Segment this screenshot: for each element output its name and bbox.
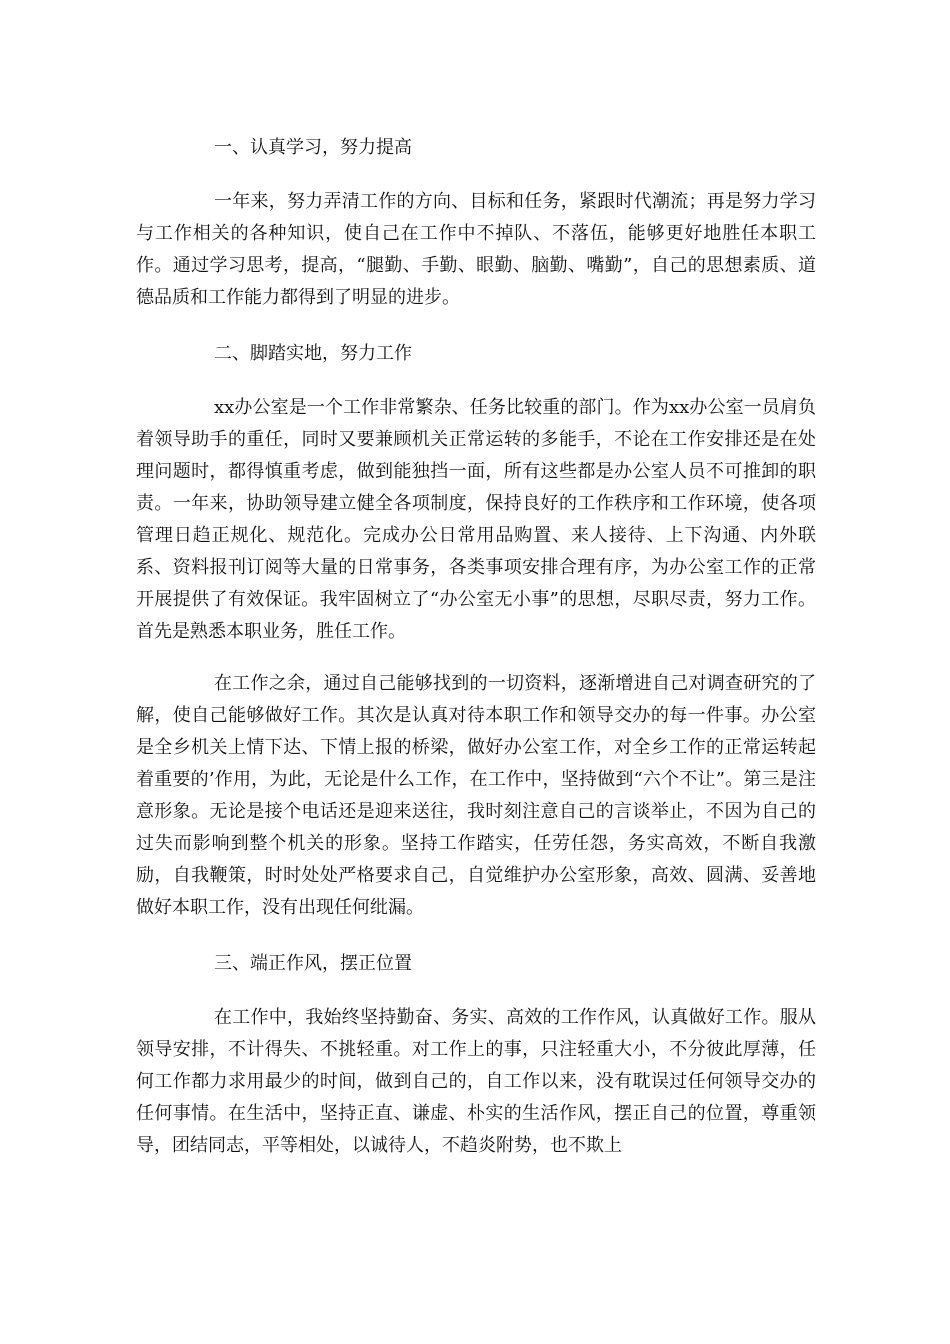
section-2-paragraph-2: 在工作之余，通过自己能够找到的一切资料，逐渐增进自己对调查研究的了解，使自己能够做好工作。其次是认真对待本职工作和领导交办的每一件事。办公室是全乡机关上情下达、下情上报的桥梁，做好办公室工作，对全乡工作的正常运转起着重要的’作用，为此，无论是什么工作，在工作中，坚持做到“六个不让”。第三是注意形象。无论是接个电话还是迎来送往，我时刻注意自己的言谈举止，不因为自己的过失而影响到整个机关的形象。坚持工作踏实，任劳任怨，务实高效，不断自我激励，自我鞭策，时时处处严格要求自己，自觉维护办公室形象，高效、圆满、妥善地做好本职工作，没有出现任何纰漏。 <box>136 673 816 918</box>
section-1-paragraph-1: 一年来，努力弄清工作的方向、目标和任务，紧跟时代潮流；再是努力学习与工作相关的各种知识，使自己在工作中不掉队、不落伍，能够更好地胜任本职工作。通过学习思考，提高，“腿勤、手勤、眼勤、脑勤、嘴勤”，自己的思想素质、道德品质和工作能力都得到了明显的进步。 <box>136 191 816 308</box>
section-2-paragraph-1: xx办公室是一个工作非常繁杂、任务比较重的部门。作为xx办公室一员肩负着领导助手的重任，同时又要兼顾机关正常运转的多能手，不论在工作安排还是在处理问题时，都得慎重考虑，做到能独挡一面，所有这些都是办公室人员不可推卸的职责。一年来，协助领导建立健全各项制度，保持良好的工作秩序和工作环境，使各项管理日趋正规化、规范化。完成办公日常用品购置、来人接待、上下沟通、内外联系、资料报刊订阅等大量的日常事务，各类事项安排合理有序，为办公室工作的正常开展提供了有效保证。我牢固树立了“办公室无小事”的思想，尽职尽责，努力工作。首先是熟悉本职业务，胜任工作。 <box>136 397 816 642</box>
section-heading-1: 一、认真学习，努力提高 <box>214 137 412 158</box>
section-heading-3: 三、端正作风，摆正位置 <box>214 953 412 974</box>
section-3-paragraph-1: 在工作中，我始终坚持勤奋、务实、高效的工作作风，认真做好工作。服从领导安排，不计得失、不挑轻重。对工作上的事，只注轻重大小，不分彼此厚薄，任何工作都力求用最少的时间，做到自己的，自工作以来，没有耽误过任何领导交办的任何事情。在生活中，坚持正直、谦虚、朴实的生活作风，摆正自己的位置，尊重领导，团结同志，平等相处，以诚待人，不趋炎附势，也不欺上 <box>136 1007 816 1156</box>
section-heading-2: 二、脚踏实地，努力工作 <box>214 343 412 364</box>
document-body <box>136 128 816 1162</box>
